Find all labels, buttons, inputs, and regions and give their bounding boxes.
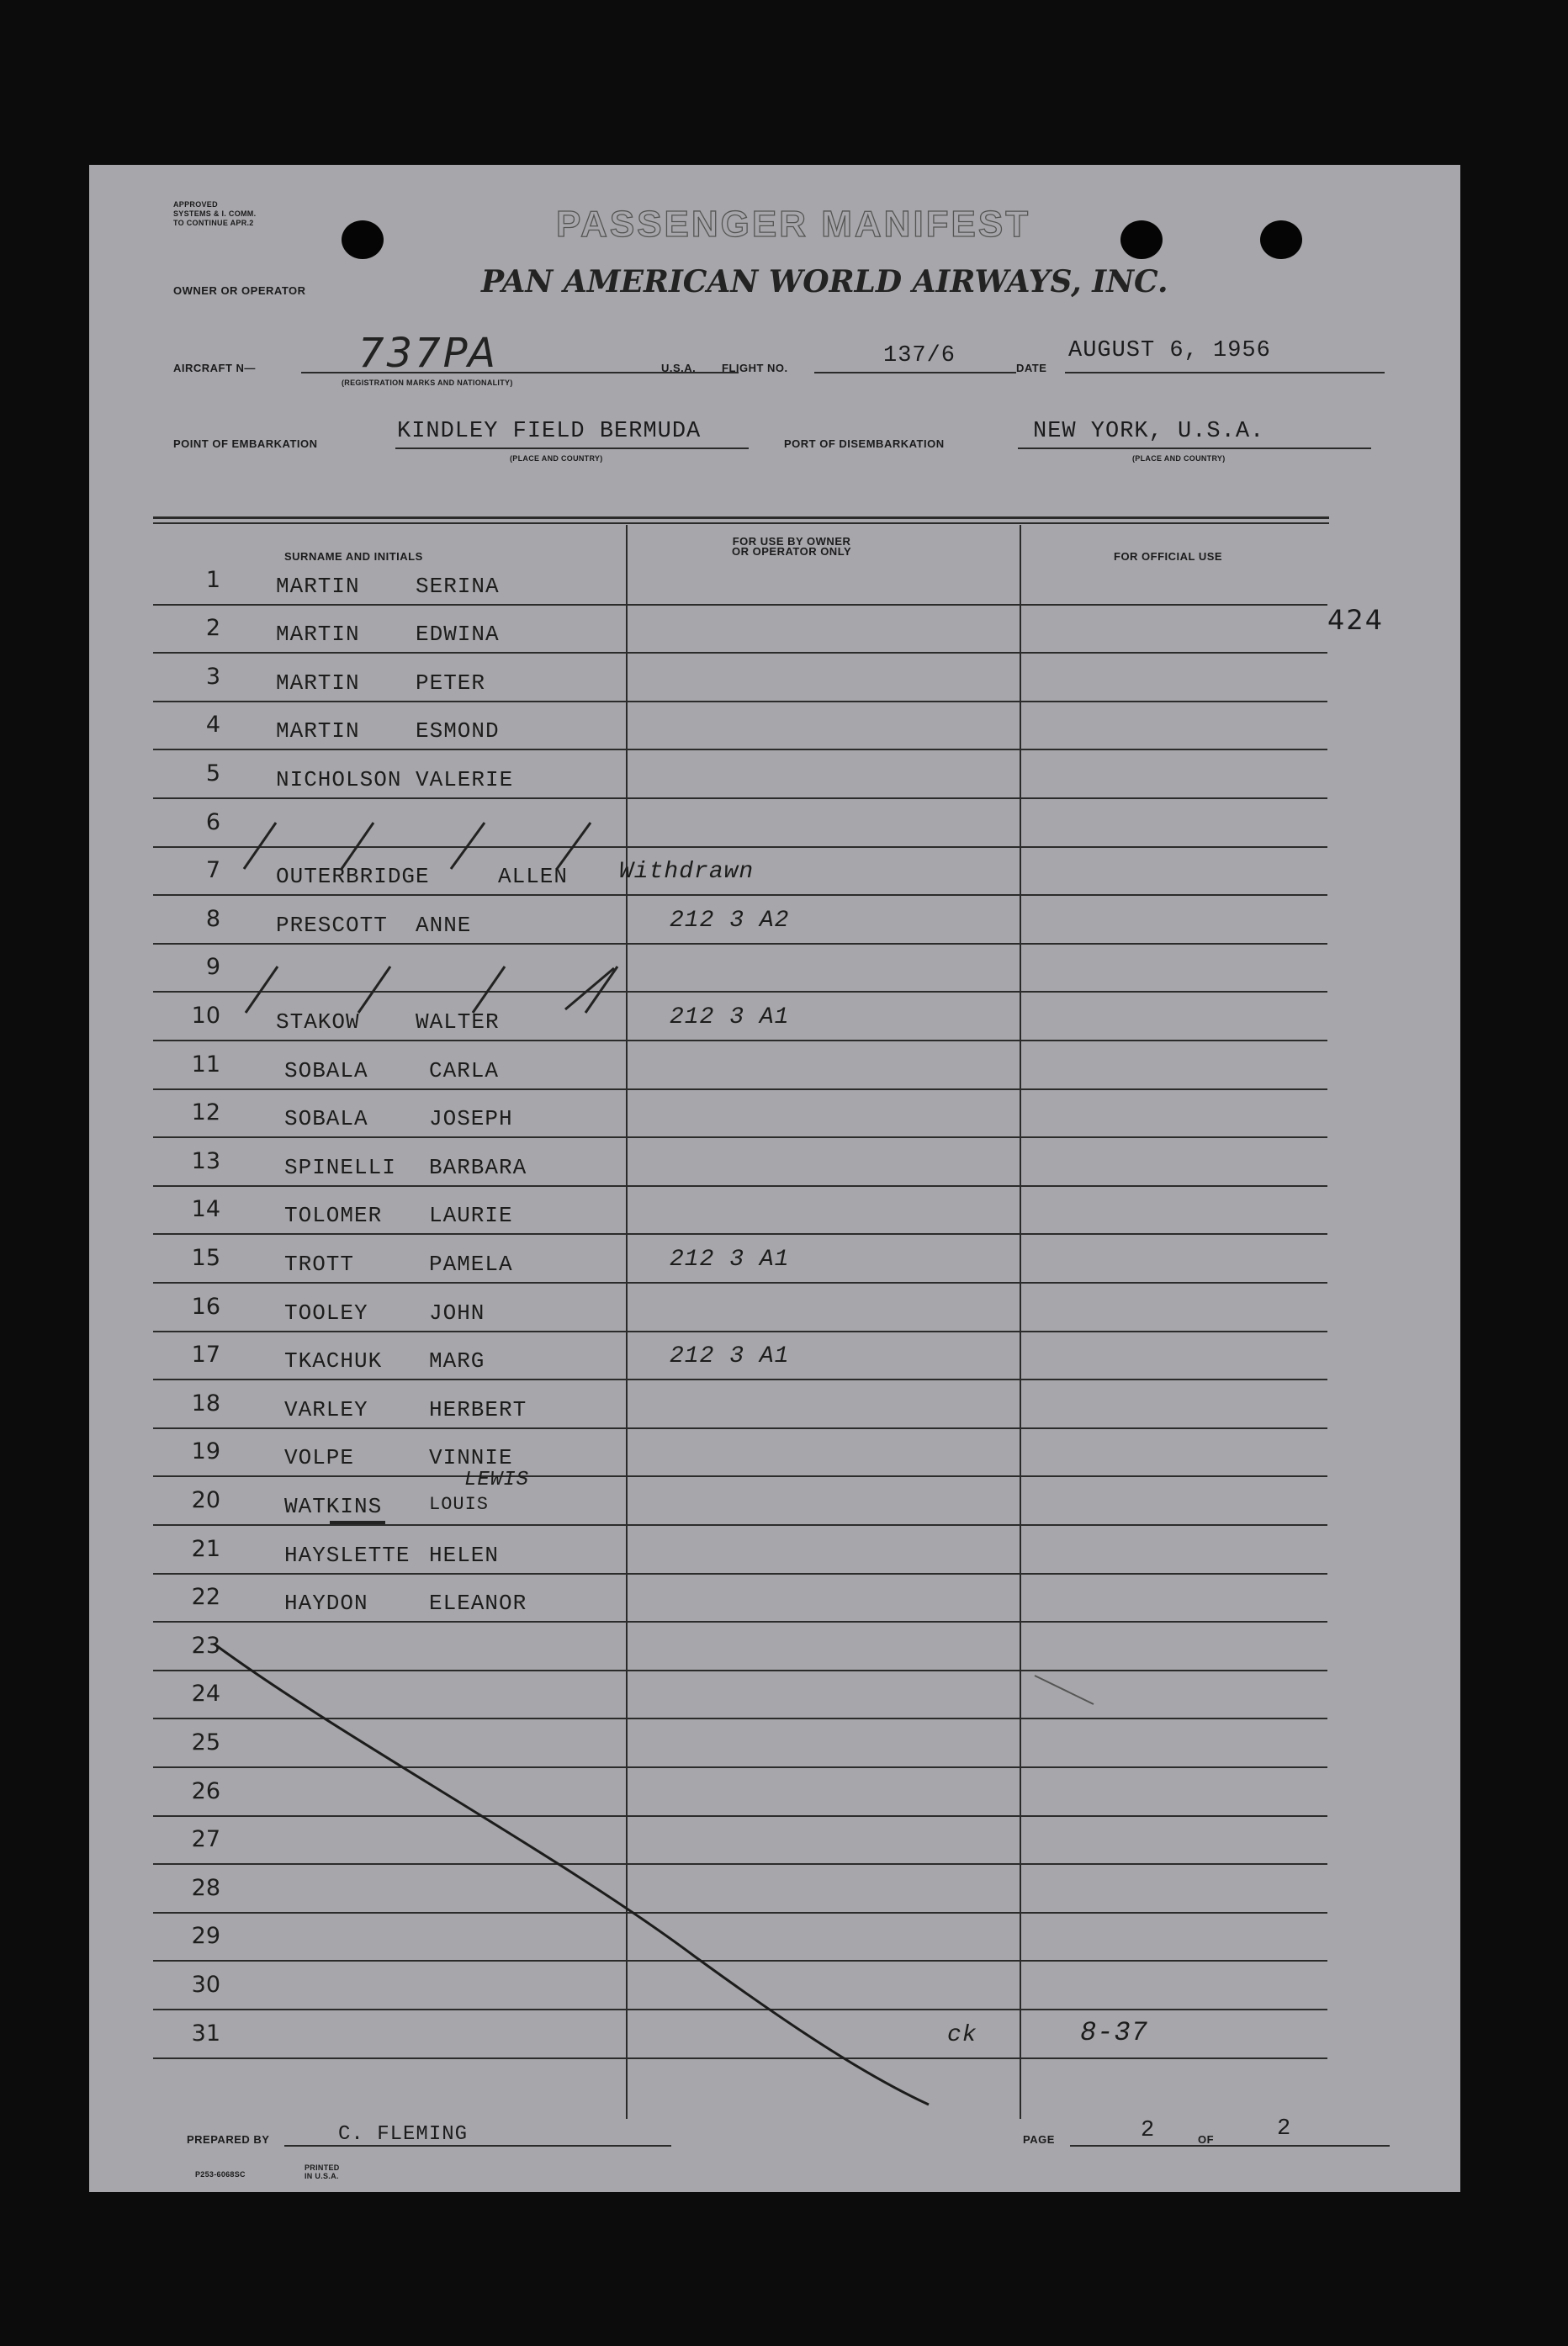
row-number: 28 — [191, 1874, 220, 1901]
flight-date: AUGUST 6, 1956 — [1068, 338, 1271, 363]
row-number: 21 — [191, 1535, 220, 1562]
usa-label: U.S.A. — [661, 362, 697, 374]
prepared-by-value: C. FLEMING — [338, 2123, 469, 2146]
passenger-given-name: LOUIS — [429, 1494, 490, 1515]
passenger-surname: MARTIN — [276, 573, 360, 599]
row-number: 3 — [205, 663, 220, 690]
owner-label: OWNER OR OPERATOR — [173, 284, 306, 297]
row-number: 24 — [191, 1681, 220, 1708]
passenger-surname: TOOLEY — [284, 1300, 368, 1326]
owner-use-note: 212 3 A1 — [670, 1343, 790, 1370]
row-number: 2 — [205, 615, 220, 642]
passenger-surname: VOLPE — [284, 1445, 355, 1471]
page-line — [1070, 2145, 1390, 2147]
passenger-surname: STAKOW — [276, 1009, 360, 1035]
row-number: 29 — [191, 1923, 220, 1950]
row-number: 30 — [191, 1972, 220, 1998]
passenger-surname: PRESCOTT — [276, 912, 388, 938]
row-number: 7 — [205, 857, 220, 884]
passenger-surname: TKACHUK — [284, 1348, 383, 1374]
official-use-note: 8-37 — [1080, 2016, 1148, 2048]
passenger-given-name: HELEN — [429, 1542, 500, 1568]
row-number: 1 — [205, 566, 220, 593]
row-number: 23 — [191, 1632, 220, 1659]
passenger-surname: SOBALA — [284, 1057, 368, 1083]
row-number: 4 — [205, 712, 220, 739]
passenger-surname: TOLOMER — [284, 1203, 383, 1229]
passenger-given-name: PETER — [416, 670, 486, 696]
prepared-by-label: PREPARED BY — [187, 2133, 270, 2146]
row-number: 26 — [191, 1777, 220, 1804]
passenger-surname: SPINELLI — [284, 1154, 396, 1180]
col-header-surname: SURNAME AND INITIALS — [284, 550, 423, 563]
row-number: 14 — [191, 1196, 220, 1223]
row-number: 10 — [191, 1003, 220, 1029]
passenger-given-name: BARBARA — [429, 1154, 527, 1180]
passenger-given-name: VALERIE — [416, 767, 514, 792]
row-number: 6 — [205, 808, 220, 835]
passenger-surname: HAYDON — [284, 1591, 368, 1617]
owner-use-note: ck — [947, 2021, 977, 2048]
flight-number: 137/6 — [883, 343, 956, 368]
embarkation-value: KINDLEY FIELD BERMUDA — [397, 419, 702, 444]
row-number: 13 — [191, 1147, 220, 1174]
passenger-surname: TROTT — [284, 1252, 355, 1277]
manifest-page — [89, 165, 1460, 2192]
row-number: 17 — [191, 1342, 220, 1369]
passenger-given-name: VINNIE — [429, 1445, 513, 1471]
passenger-surname: MARTIN — [276, 718, 360, 744]
approval-stamp: APPROVED SYSTEMS & I. COMM. TO CONTINUE APR.2 — [173, 200, 257, 227]
passenger-given-name: SERINA — [416, 573, 500, 599]
owner-use-note: 212 3 A2 — [670, 907, 790, 934]
passenger-given-name: ALLEN — [498, 864, 569, 890]
passenger-given-name: ESMOND — [416, 718, 500, 744]
passenger-given-name: ANNE — [416, 912, 472, 938]
passenger-surname: HAYSLETTE — [284, 1542, 411, 1568]
passenger-given-name: CARLA — [429, 1057, 500, 1083]
passenger-surname: MARTIN — [276, 622, 360, 648]
row-number: 25 — [191, 1729, 220, 1756]
form-number: P253-6068SC — [195, 2170, 246, 2179]
row-number: 15 — [191, 1245, 220, 1271]
col-header-official: FOR OFFICIAL USE — [1114, 550, 1223, 563]
passenger-given-name: JOSEPH — [429, 1106, 513, 1132]
col-header-owner: FOR USE BY OWNER OR OPERATOR ONLY — [732, 535, 852, 558]
page-label: PAGE — [1023, 2133, 1055, 2146]
passenger-surname: NICHOLSON — [276, 767, 402, 792]
page-number: 2 — [1141, 2118, 1156, 2143]
void-row-strikes — [244, 823, 617, 1013]
row-number: 27 — [191, 1826, 220, 1853]
passenger-given-name: LAURIE — [429, 1203, 513, 1229]
page-total: 2 — [1277, 2116, 1292, 2142]
passenger-surname: SOBALA — [284, 1106, 368, 1132]
cross-out-marks — [89, 165, 1460, 2192]
owner-use-note: 212 3 A1 — [670, 1004, 790, 1030]
disembarkation-label: PORT OF DISEMBARKATION — [784, 437, 945, 450]
passenger-given-name: PAMELA — [429, 1252, 513, 1277]
passenger-given-name: ELEANOR — [429, 1591, 527, 1617]
row-number: 5 — [205, 760, 220, 786]
form-title: PASSENGER MANIFEST — [556, 204, 1031, 245]
row-number: 11 — [191, 1051, 220, 1078]
passenger-given-name: WALTER — [416, 1009, 500, 1035]
embarkation-label: POINT OF EMBARKATION — [173, 437, 318, 450]
date-label: DATE — [1016, 362, 1047, 374]
owner-use-note: Withdrawn — [619, 859, 755, 886]
row-number: 9 — [205, 954, 220, 981]
aircraft-sublabel: (REGISTRATION MARKS AND NATIONALITY) — [342, 379, 513, 387]
disembarkation-value: NEW YORK, U.S.A. — [1033, 419, 1265, 444]
row-number: 8 — [205, 905, 220, 932]
row-number: 31 — [191, 2020, 220, 2047]
passenger-given-name: EDWINA — [416, 622, 500, 648]
passenger-surname: OUTERBRIDGE — [276, 864, 430, 890]
passenger-given-name: JOHN — [429, 1300, 485, 1326]
embarkation-sublabel: (PLACE AND COUNTRY) — [510, 454, 603, 463]
passenger-surname: MARTIN — [276, 670, 360, 696]
aircraft-number: 737PA — [358, 330, 499, 377]
handwritten-correction: LEWIS — [464, 1469, 530, 1491]
row-number: 20 — [191, 1487, 220, 1513]
pencil-mark — [1035, 1676, 1094, 1704]
owner-use-note: 212 3 A1 — [670, 1247, 790, 1273]
disembarkation-sublabel: (PLACE AND COUNTRY) — [1132, 454, 1226, 463]
passenger-surname: VARLEY — [284, 1396, 368, 1422]
flight-label: FLIGHT NO. — [722, 362, 788, 374]
aircraft-label: AIRCRAFT N— — [173, 362, 256, 374]
passenger-given-name: MARG — [429, 1348, 485, 1374]
row-number: 22 — [191, 1584, 220, 1611]
operator-name: PAN AMERICAN WORLD AIRWAYS, INC. — [481, 264, 1168, 299]
printed-mark: PRINTED IN U.S.A. — [305, 2163, 340, 2180]
row-number: 12 — [191, 1099, 220, 1126]
row-number: 16 — [191, 1293, 220, 1320]
row-number: 18 — [191, 1390, 220, 1417]
passenger-given-name: HERBERT — [429, 1396, 527, 1422]
of-label: OF — [1198, 2133, 1215, 2146]
blank-rows-strike — [214, 1644, 929, 2105]
margin-count: 424 — [1327, 604, 1385, 636]
row-number: 19 — [191, 1438, 220, 1465]
passenger-surname: WATKINS — [284, 1494, 383, 1519]
